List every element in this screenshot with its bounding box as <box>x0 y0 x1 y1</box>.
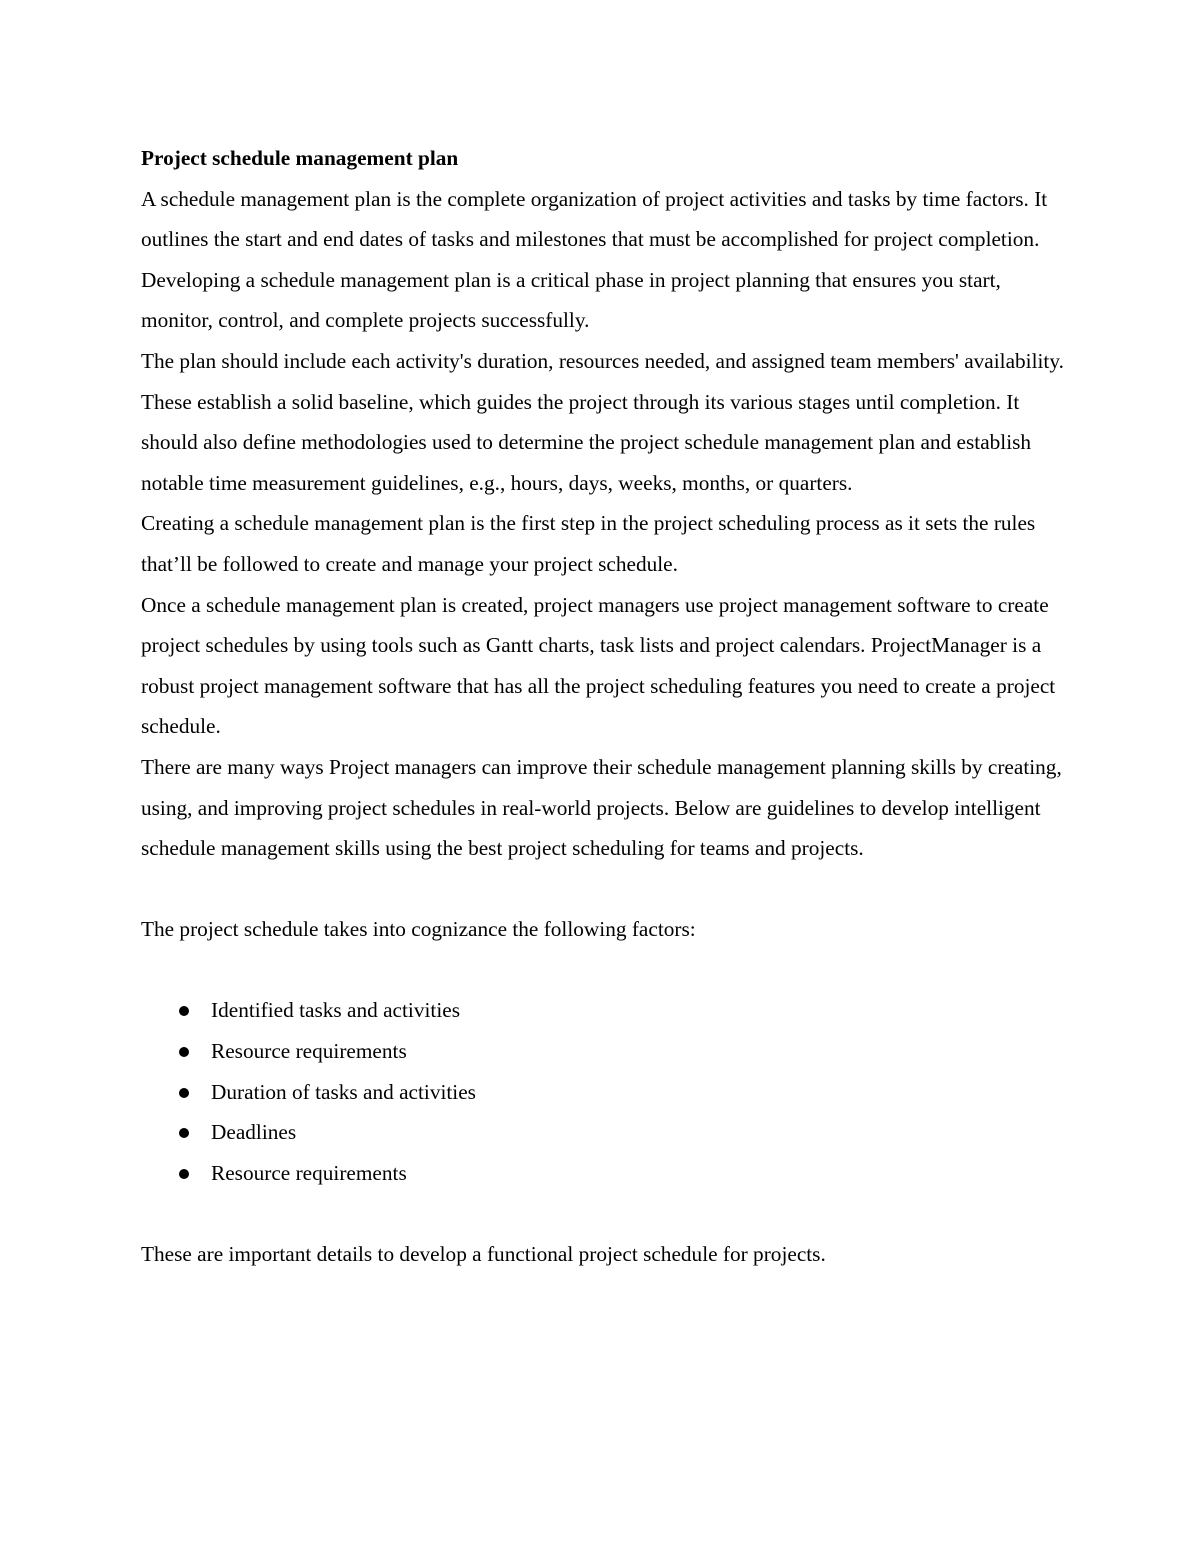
bullet-icon <box>179 1128 189 1138</box>
list-item-text: Resource requirements <box>211 1160 407 1185</box>
list-item <box>141 990 1071 1031</box>
list-item <box>141 1153 1071 1194</box>
list-item-text: Identified tasks and activities <box>211 998 460 1023</box>
paragraph-first-step: Creating a schedule management plan is the first step in the project scheduling process as it sets the rules that’ll be followed to create and manage your project schedule. <box>141 511 1036 576</box>
list-item <box>141 1112 1071 1153</box>
bullet-icon <box>179 1006 189 1016</box>
list-item-text: Resource requirements <box>211 1039 407 1064</box>
blank-line <box>141 869 1071 910</box>
conclusion: These are important details to develop a functional project schedule for projects. <box>141 1242 826 1267</box>
paragraph-guidelines: There are many ways Project managers can improve their schedule management planning skills by creating, using, and improving project schedules in real-world projects. Below are guidelines to develop intelligent schedule management skills using the best project scheduling for teams and projects. <box>141 754 1062 861</box>
list-item <box>141 1031 1071 1072</box>
bullet-icon <box>179 1088 189 1098</box>
document-page <box>141 138 1071 1275</box>
factor-list <box>141 990 1071 1193</box>
list-item-text: Duration of tasks and activities <box>211 1079 476 1104</box>
list-item-text: Deadlines <box>211 1120 297 1145</box>
bullet-icon <box>179 1169 189 1179</box>
paragraph-plan-contents: The plan should include each activity's duration, resources needed, and assigned team members' availability. These establish a solid baseline, which guides the project through its various stages until completion. It should also define methodologies used to determine the project schedule management plan and establish notable time measurement guidelines, e.g., hours, days, weeks, months, or quarters. <box>141 348 1064 495</box>
paragraph-software: Once a schedule management plan is created, project managers use project management software to create project schedules by using tools such as Gantt charts, task lists and project calendars. ProjectManager is a robust project management software that has all the project scheduling features you need to create a project schedule. <box>141 592 1056 739</box>
bullet-icon <box>179 1047 189 1057</box>
factors-intro: The project schedule takes into cognizance the following factors: <box>141 917 696 942</box>
list-item <box>141 1072 1071 1113</box>
document-title: Project schedule management plan <box>141 146 459 170</box>
paragraph-intro: A schedule management plan is the complete organization of project activities and tasks by time factors. It outlines the start and end dates of tasks and milestones that must be accomplished for project completion. Developing a schedule management plan is a critical phase in project planning that ensures you start, monitor, control, and complete projects successfully. <box>141 186 1048 333</box>
blank-line <box>141 950 1071 991</box>
blank-line <box>141 1193 1071 1234</box>
